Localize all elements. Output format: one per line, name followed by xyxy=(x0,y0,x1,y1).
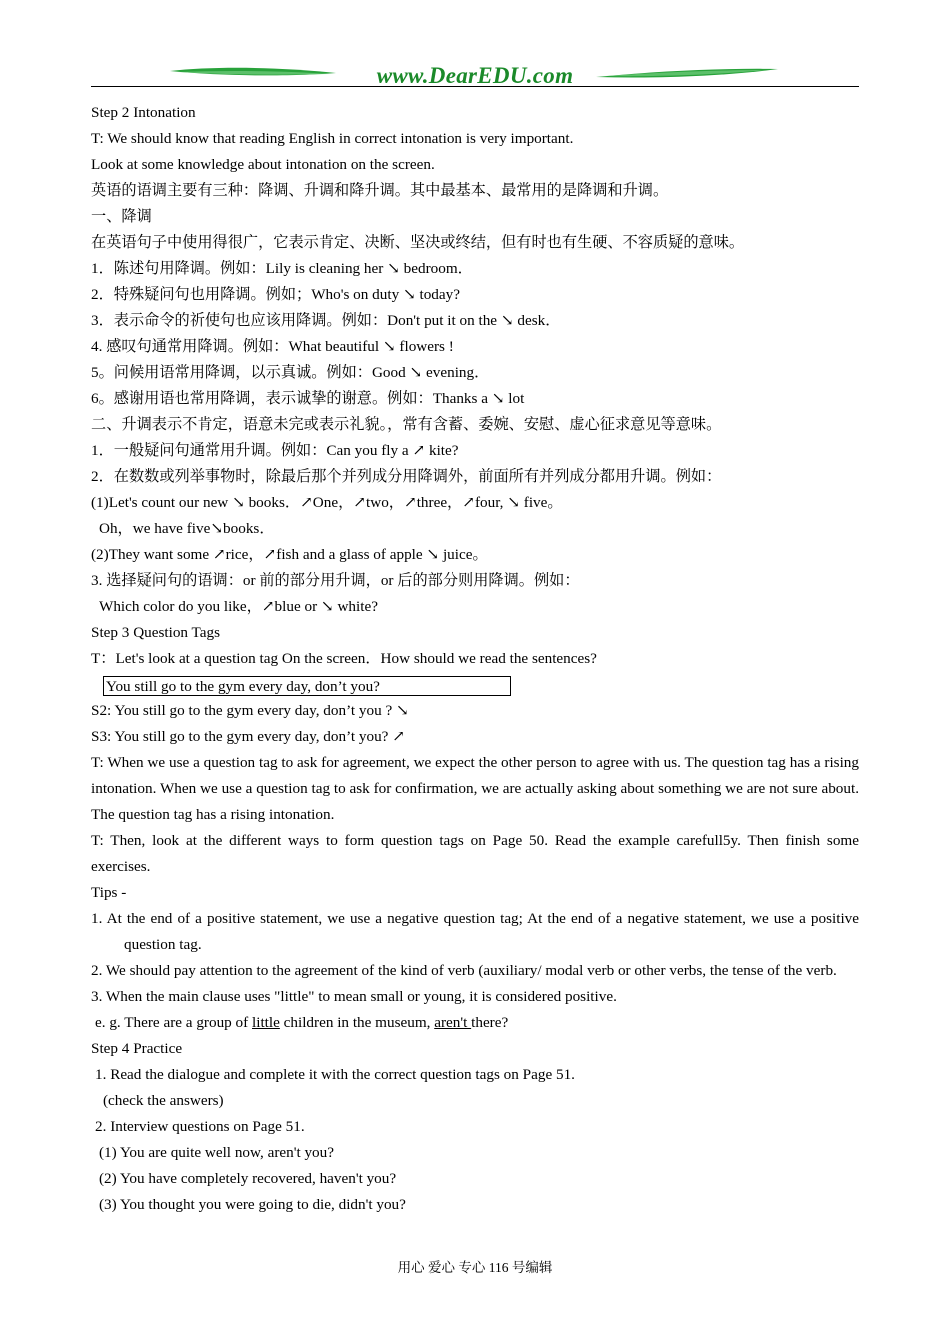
list-item: 1．一般疑问句通常用升调。例如：Can you fly a ↗ kite? xyxy=(91,442,459,459)
text-line: T: We should know that reading English in correct intonation is very important. xyxy=(91,130,574,147)
text-line: 在英语句子中使用得很广，它表示肯定、决断、坚决或终结，但有时也有生硬、不容质疑的意味。 xyxy=(91,234,745,251)
practice-item: 1. Read the dialogue and complete it with the correct question tags on Page 51. xyxy=(95,1066,575,1083)
page-footer: 用心 爱心 专心 116 号编辑 xyxy=(397,1260,553,1275)
site-logo-text: www.DearEDU.com xyxy=(376,63,574,88)
interview-question: (1) You are quite well now, aren't you? xyxy=(99,1144,334,1161)
step4-heading: Step 4 Practice xyxy=(91,1040,183,1057)
list-item: 3. 选择疑问句的语调：or 前的部分用升调，or 后的部分则用降调。例如： xyxy=(91,572,580,589)
section-heading-falling: 一、降调 xyxy=(91,208,152,225)
underlined-word: aren't xyxy=(434,1014,472,1031)
step3-heading: Step 3 Question Tags xyxy=(91,624,221,641)
text-line: Look at some knowledge about intonation on the screen. xyxy=(91,156,435,173)
example-line: (2)They want some ↗rice，↗fish and a glass of apple ↘ juice。 xyxy=(91,546,488,563)
tip-item: 3. When the main clause uses "little" to mean small or young, it is considered positive. xyxy=(91,988,617,1005)
interview-question: (2) You have completely recovered, haven't you? xyxy=(99,1170,397,1187)
text-line: S3: You still go to the gym every day, don’t you? ↗ xyxy=(91,728,405,745)
text-line: S2: You still go to the gym every day, don’t you ? ↘ xyxy=(91,702,409,719)
example-line: (1)Let's count our new ↘ books．↗One，↗two，↗three，↗four, ↘ five。 xyxy=(91,494,563,511)
example-line: Oh，we have five↘books． xyxy=(99,520,275,537)
underlined-word: little xyxy=(252,1014,280,1031)
list-item: 5。问候用语常用降调，以示真诚。例如：Good ↘ evening． xyxy=(91,364,490,381)
list-item: 6。感谢用语也常用降调，表示诚挚的谢意。例如：Thanks a ↘ lot xyxy=(91,390,525,407)
paragraph: T: Then, look at the different ways to form question tags on Page 50. Read the example carefull5y. Then finish some exercises. xyxy=(91,832,859,875)
document-body xyxy=(91,100,859,1218)
example-text: children in the museum, xyxy=(279,1014,435,1031)
paragraph: T: When we use a question tag to ask for agreement, we expect the other person to agree with us. The question tag has a rising intonation. When we use a question tag to ask for confirmation, we are actually asking about something we are not sure about. The question tag has a rising intonation. xyxy=(91,754,859,823)
practice-note: (check the answers) xyxy=(103,1092,224,1109)
list-item: 3．表示命令的祈使句也应该用降调。例如：Don't put it on the ↘ desk． xyxy=(91,312,561,329)
text-line: T：Let's look at a question tag On the screen．How should we read the sentences? xyxy=(91,650,597,667)
boxed-example: You still go to the gym every day, don’t you? xyxy=(103,676,511,696)
list-item: 2．特殊疑问句也用降调。例如；Who's on duty ↘ today? xyxy=(91,286,460,303)
list-item: 1．陈述句用降调。例如：Lily is cleaning her ↘ bedroom． xyxy=(91,260,473,277)
text-line: 英语的语调主要有三种：降调、升调和降升调。其中最基本、最常用的是降调和升调。 xyxy=(91,182,669,199)
list-item: 4. 感叹句通常用降调。例如：What beautiful ↘ flowers ! xyxy=(91,338,454,355)
list-item: 2．在数数或列举事物时，除最后那个并列成分用降调外，前面所有并列成分都用升调。例如： xyxy=(91,468,722,485)
example-sentence xyxy=(91,1010,859,1036)
example-text: e. g. There are a group of xyxy=(95,1014,253,1031)
header-divider xyxy=(91,86,859,87)
tip-item: 2. We should pay attention to the agreement of the kind of verb (auxiliary/ modal verb or other verbs, the tense of the verb. xyxy=(91,962,837,979)
example-text: there? xyxy=(471,1014,509,1031)
step2-heading: Step 2 Intonation xyxy=(91,104,196,121)
section-heading-rising: 二、升调表示不肯定，语意未完或表示礼貌。，常有含蓄、委婉、安慰、虚心征求意见等意味。 xyxy=(91,416,722,433)
tips-heading: Tips - xyxy=(91,884,127,901)
page-header xyxy=(0,0,950,92)
practice-item: 2. Interview questions on Page 51. xyxy=(95,1118,305,1135)
tip-item: 1. At the end of a positive statement, we use a negative question tag; At the end of a negative statement, we use a positive question tag. xyxy=(91,910,859,953)
interview-question: (3) You thought you were going to die, didn't you? xyxy=(99,1196,406,1213)
boxed-example-row xyxy=(91,672,859,698)
example-line: Which color do you like，↗blue or ↘ white? xyxy=(99,598,378,615)
